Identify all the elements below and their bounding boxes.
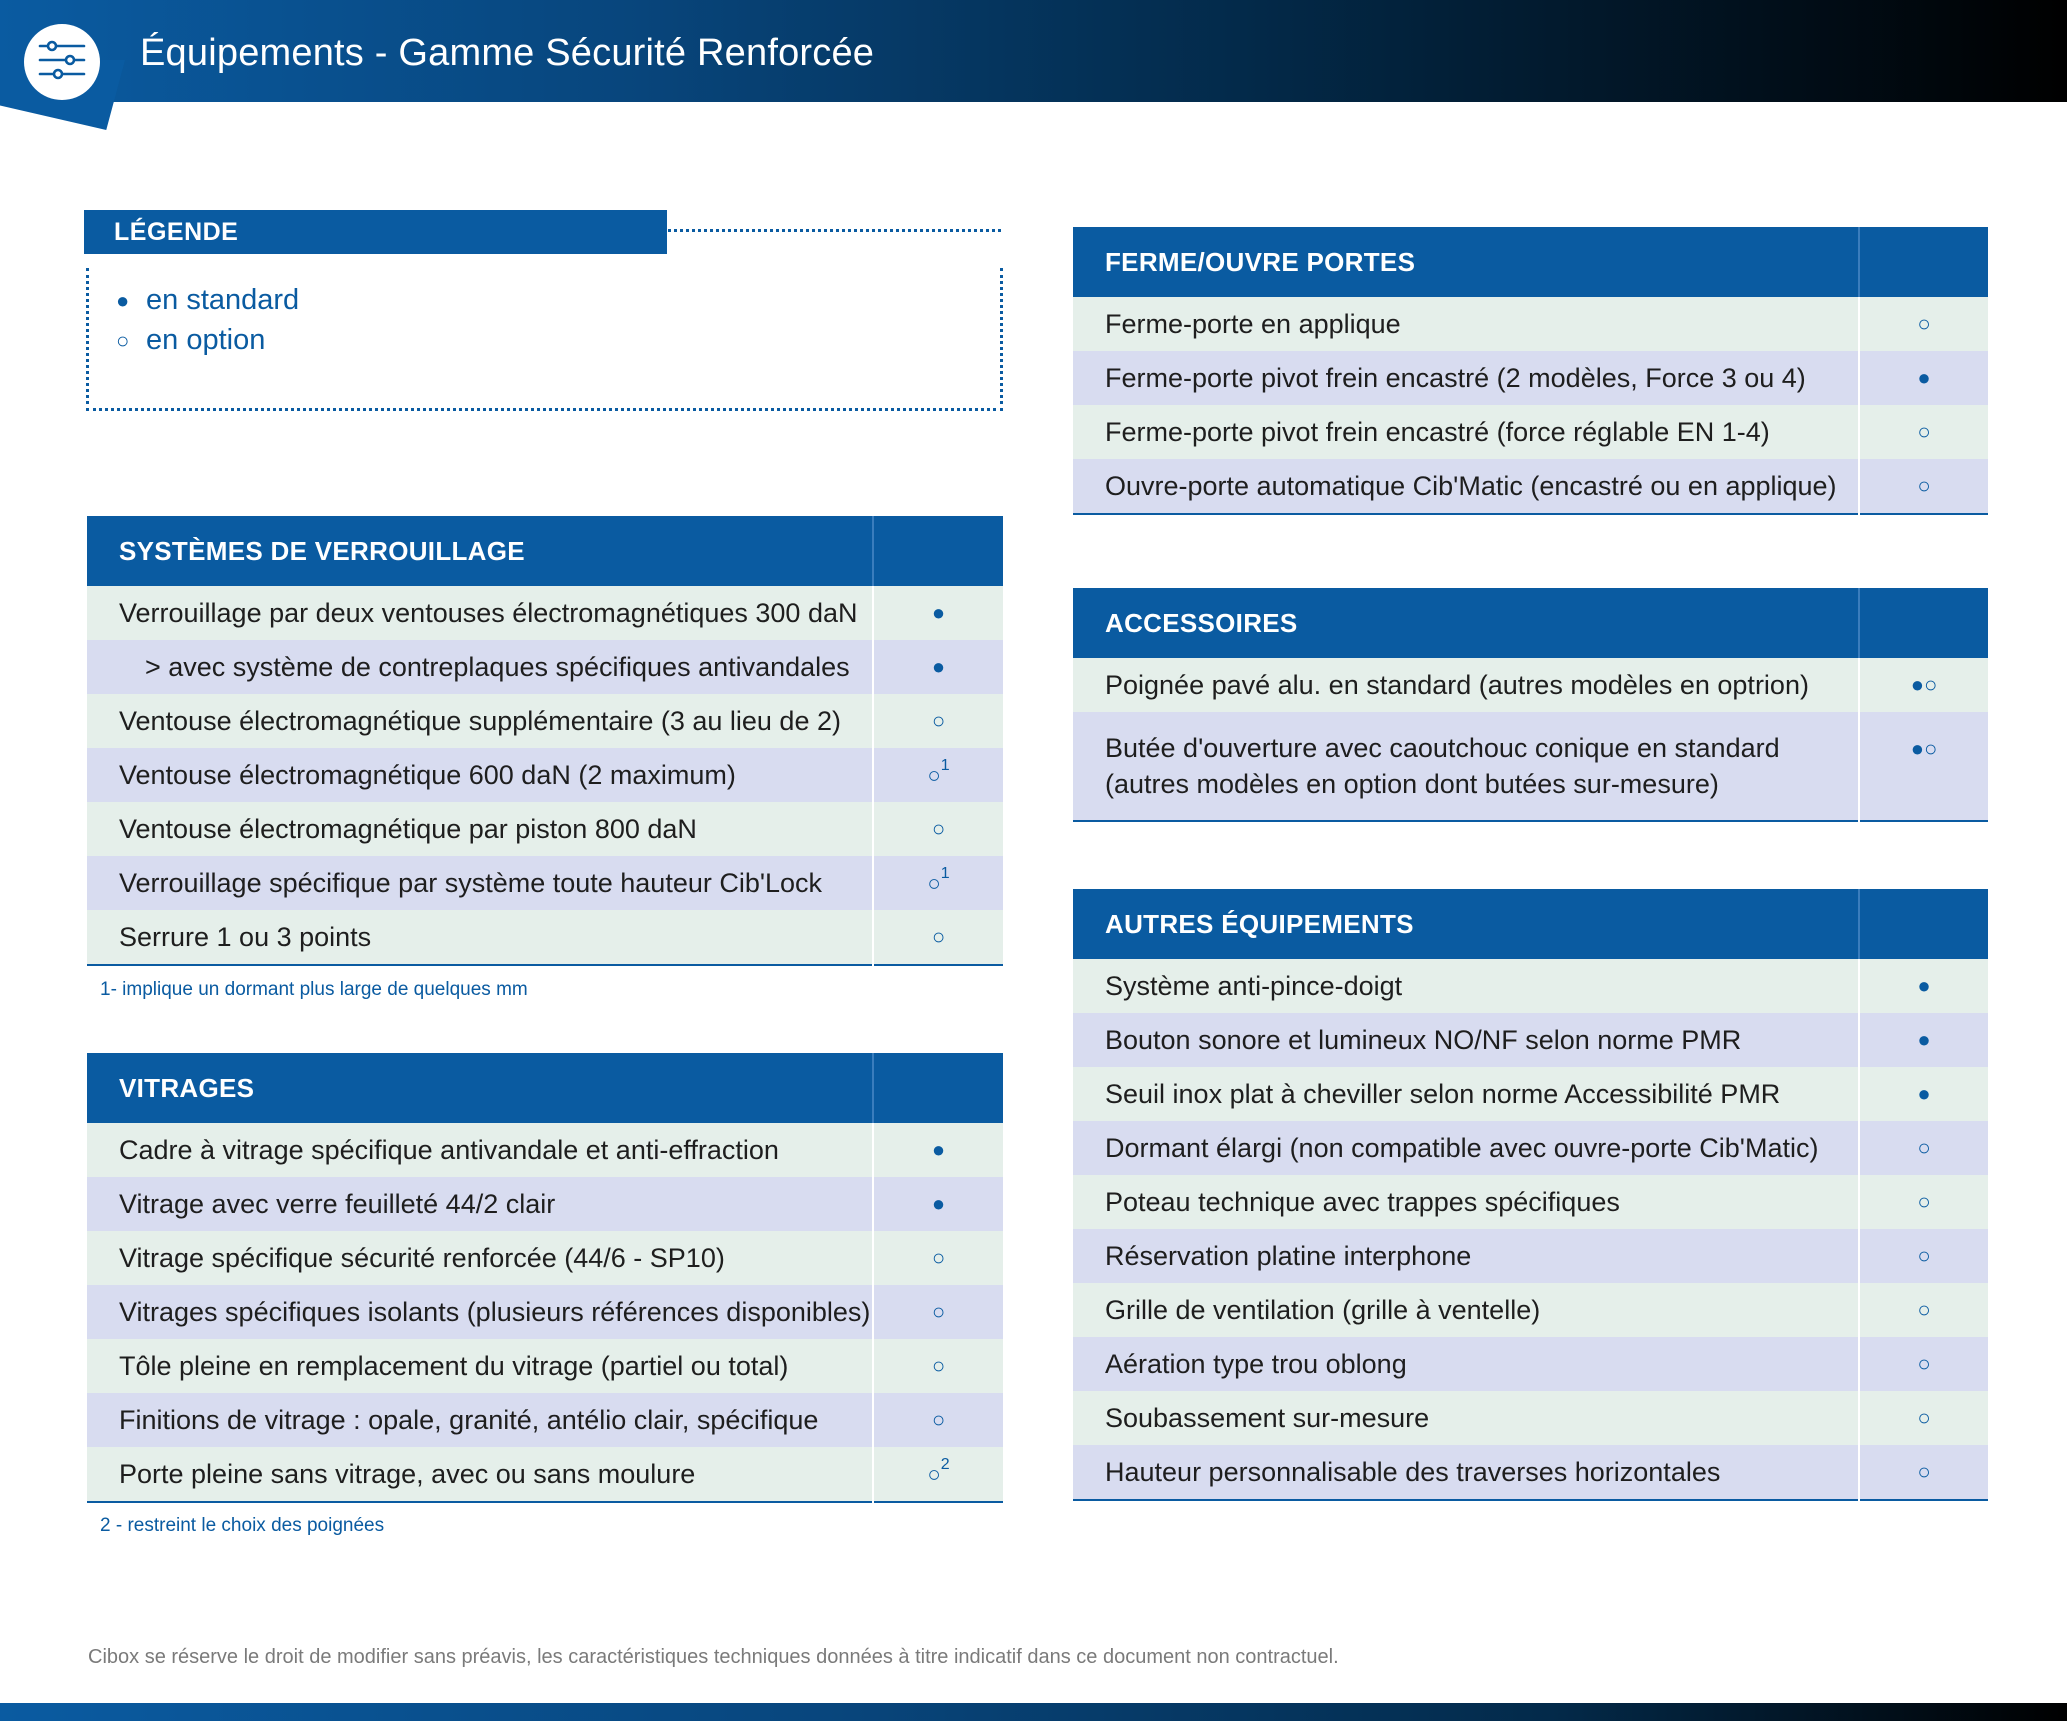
- availability-icon: ○: [1859, 1391, 1988, 1445]
- row-label: Vitrage spécifique sécurité renforcée (44/6 - SP10): [87, 1231, 873, 1285]
- availability-icon: ○: [927, 870, 941, 896]
- table-row: [1073, 658, 1988, 712]
- table-row: [1073, 1067, 1988, 1121]
- availability-icon: ●: [1859, 351, 1988, 405]
- row-label: Serrure 1 ou 3 points: [87, 910, 873, 965]
- row-label: Verrouillage spécifique par système toute hauteur Cib'Lock: [87, 856, 873, 910]
- row-label: Verrouillage par deux ventouses électromagnétiques 300 daN: [87, 586, 873, 640]
- legend-item-option: [116, 324, 265, 357]
- table-row: [1073, 405, 1988, 459]
- row-label: Bouton sonore et lumineux NO/NF selon norme PMR: [1073, 1013, 1859, 1067]
- table-row: [1073, 459, 1988, 514]
- table-row: [87, 694, 1003, 748]
- table-row: [87, 586, 1003, 640]
- row-label: Grille de ventilation (grille à ventelle): [1073, 1283, 1859, 1337]
- footnote-verrouillage: 1- implique un dormant plus large de quelques mm: [100, 979, 528, 1000]
- table-vitrages: [87, 1053, 1003, 1503]
- availability-icon: ●: [1859, 1013, 1988, 1067]
- symbol-column-header: [873, 1053, 1003, 1123]
- row-label: Vitrage avec verre feuilleté 44/2 clair: [87, 1177, 873, 1231]
- row-label: Poteau technique avec trappes spécifiques: [1073, 1175, 1859, 1229]
- row-label: Finitions de vitrage : opale, granité, antélio clair, spécifique: [87, 1393, 873, 1447]
- availability-icon: ○: [1859, 1175, 1988, 1229]
- availability-cell: [873, 748, 1003, 802]
- row-label-line: (autres modèles en option dont butées sur-mesure): [1105, 769, 1719, 799]
- availability-icon: ○: [1859, 1283, 1988, 1337]
- table-row: [1073, 712, 1988, 821]
- table-row: [1073, 1013, 1988, 1067]
- hollow-dot-icon: ○: [116, 327, 130, 353]
- availability-icon: ○: [1859, 1121, 1988, 1175]
- table-row: [1073, 1445, 1988, 1500]
- table-row: [1073, 1283, 1988, 1337]
- table-row: [87, 1177, 1003, 1231]
- footnote-marker: 1: [940, 757, 950, 775]
- row-label: Ventouse électromagnétique supplémentaire (3 au lieu de 2): [87, 694, 873, 748]
- footnote-vitrages: 2 - restreint le choix des poignées: [100, 1515, 385, 1536]
- table-row: [1073, 297, 1988, 351]
- table-row: [87, 640, 1003, 694]
- row-label: Ventouse électromagnétique par piston 800 daN: [87, 802, 873, 856]
- table-row: [1073, 351, 1988, 405]
- row-label: Seuil inox plat à cheviller selon norme Accessibilité PMR: [1073, 1067, 1859, 1121]
- table-row: [87, 910, 1003, 965]
- availability-icon: ●: [1859, 959, 1988, 1013]
- table-row: [1073, 1337, 1988, 1391]
- availability-icon: ●: [873, 1177, 1003, 1231]
- availability-icon: ●: [873, 640, 1003, 694]
- availability-icon: ○: [1859, 405, 1988, 459]
- availability-icon: ○: [927, 1461, 941, 1487]
- symbol-column-header: [1859, 588, 1988, 658]
- table-row: [1073, 1391, 1988, 1445]
- section-title: SYSTÈMES DE VERROUILLAGE: [87, 516, 873, 586]
- availability-icon: ○: [927, 762, 941, 788]
- row-label: Ferme-porte pivot frein encastré (2 modèles, Force 3 ou 4): [1073, 351, 1859, 405]
- section-title: ACCESSOIRES: [1073, 588, 1859, 658]
- row-label: Aération type trou oblong: [1073, 1337, 1859, 1391]
- table-row: [87, 748, 1003, 802]
- row-label: Cadre à vitrage spécifique antivandale et anti-effraction: [87, 1123, 873, 1177]
- table-row: [87, 1447, 1003, 1502]
- row-label: Porte pleine sans vitrage, avec ou sans moulure: [87, 1447, 873, 1502]
- section-title: FERME/OUVRE PORTES: [1073, 227, 1859, 297]
- table-row: [87, 802, 1003, 856]
- table-verrouillage: [87, 516, 1003, 966]
- logo-badge: [24, 24, 100, 100]
- availability-icon: ○: [873, 1285, 1003, 1339]
- availability-cell: [873, 856, 1003, 910]
- row-label: Ouvre-porte automatique Cib'Matic (encastré ou en applique): [1073, 459, 1859, 514]
- table-row: [1073, 1229, 1988, 1283]
- filled-dot-icon: ●: [116, 287, 130, 313]
- row-label: Tôle pleine en remplacement du vitrage (partiel ou total): [87, 1339, 873, 1393]
- availability-icon: ●○: [1859, 712, 1988, 821]
- availability-icon: ○: [1859, 459, 1988, 514]
- availability-icon: ○: [873, 1393, 1003, 1447]
- row-label-line: Butée d'ouverture avec caoutchouc conique en standard: [1105, 733, 1780, 763]
- table-row: [1073, 959, 1988, 1013]
- availability-icon: ○: [873, 1231, 1003, 1285]
- legend-item-standard: [116, 284, 299, 317]
- legend-label: en standard: [146, 284, 300, 316]
- legend-divider: [668, 229, 1001, 232]
- row-label: Système anti-pince-doigt: [1073, 959, 1859, 1013]
- footnote-marker: 1: [940, 865, 950, 883]
- availability-icon: ●: [1859, 1067, 1988, 1121]
- symbol-column-header: [873, 516, 1003, 586]
- symbol-column-header: [1859, 889, 1988, 959]
- table-row: [87, 1231, 1003, 1285]
- availability-icon: ○: [873, 1339, 1003, 1393]
- row-label: [1073, 712, 1859, 821]
- table-row: [87, 1123, 1003, 1177]
- availability-icon: ○: [1859, 1445, 1988, 1500]
- table-ferme-ouvre: [1073, 227, 1988, 515]
- table-row: [87, 1285, 1003, 1339]
- legend-label: en option: [146, 324, 266, 356]
- availability-cell: [873, 1447, 1003, 1502]
- table-row: [87, 1393, 1003, 1447]
- symbol-column-header: [1859, 227, 1988, 297]
- legend-title: LÉGENDE: [84, 210, 667, 254]
- availability-icon: ●○: [1859, 658, 1988, 712]
- table-row: [87, 856, 1003, 910]
- availability-icon: ○: [1859, 1229, 1988, 1283]
- table-row: [1073, 1175, 1988, 1229]
- footer-bar: [0, 1703, 2067, 1721]
- availability-icon: ○: [1859, 1337, 1988, 1391]
- availability-icon: ○: [873, 802, 1003, 856]
- sliders-icon: [37, 38, 87, 87]
- footnote-marker: 2: [940, 1456, 950, 1474]
- row-label: Dormant élargi (non compatible avec ouvre-porte Cib'Matic): [1073, 1121, 1859, 1175]
- table-row: [1073, 1121, 1988, 1175]
- section-title: VITRAGES: [87, 1053, 873, 1123]
- page-title: Équipements - Gamme Sécurité Renforcée: [140, 32, 875, 74]
- table-accessoires: [1073, 588, 1988, 822]
- row-label: Ventouse électromagnétique 600 daN (2 maximum): [87, 748, 873, 802]
- row-label: Réservation platine interphone: [1073, 1229, 1859, 1283]
- availability-icon: ○: [873, 910, 1003, 965]
- table-row: [87, 1339, 1003, 1393]
- availability-icon: ●: [873, 586, 1003, 640]
- row-label: Vitrages spécifiques isolants (plusieurs références disponibles): [87, 1285, 873, 1339]
- table-autres: [1073, 889, 1988, 1501]
- disclaimer-text: Cibox se réserve le droit de modifier sans préavis, les caractéristiques techniques données à titre indicatif dans ce document non contractuel.: [88, 1646, 1339, 1668]
- row-label: Ferme-porte en applique: [1073, 297, 1859, 351]
- row-label: Poignée pavé alu. en standard (autres modèles en optrion): [1073, 658, 1859, 712]
- row-label: > avec système de contreplaques spécifiques antivandales: [87, 640, 873, 694]
- row-label: Hauteur personnalisable des traverses horizontales: [1073, 1445, 1859, 1500]
- availability-icon: ○: [1859, 297, 1988, 351]
- section-title: AUTRES ÉQUIPEMENTS: [1073, 889, 1859, 959]
- availability-icon: ○: [873, 694, 1003, 748]
- row-label: Ferme-porte pivot frein encastré (force réglable EN 1-4): [1073, 405, 1859, 459]
- row-label: Soubassement sur-mesure: [1073, 1391, 1859, 1445]
- availability-icon: ●: [873, 1123, 1003, 1177]
